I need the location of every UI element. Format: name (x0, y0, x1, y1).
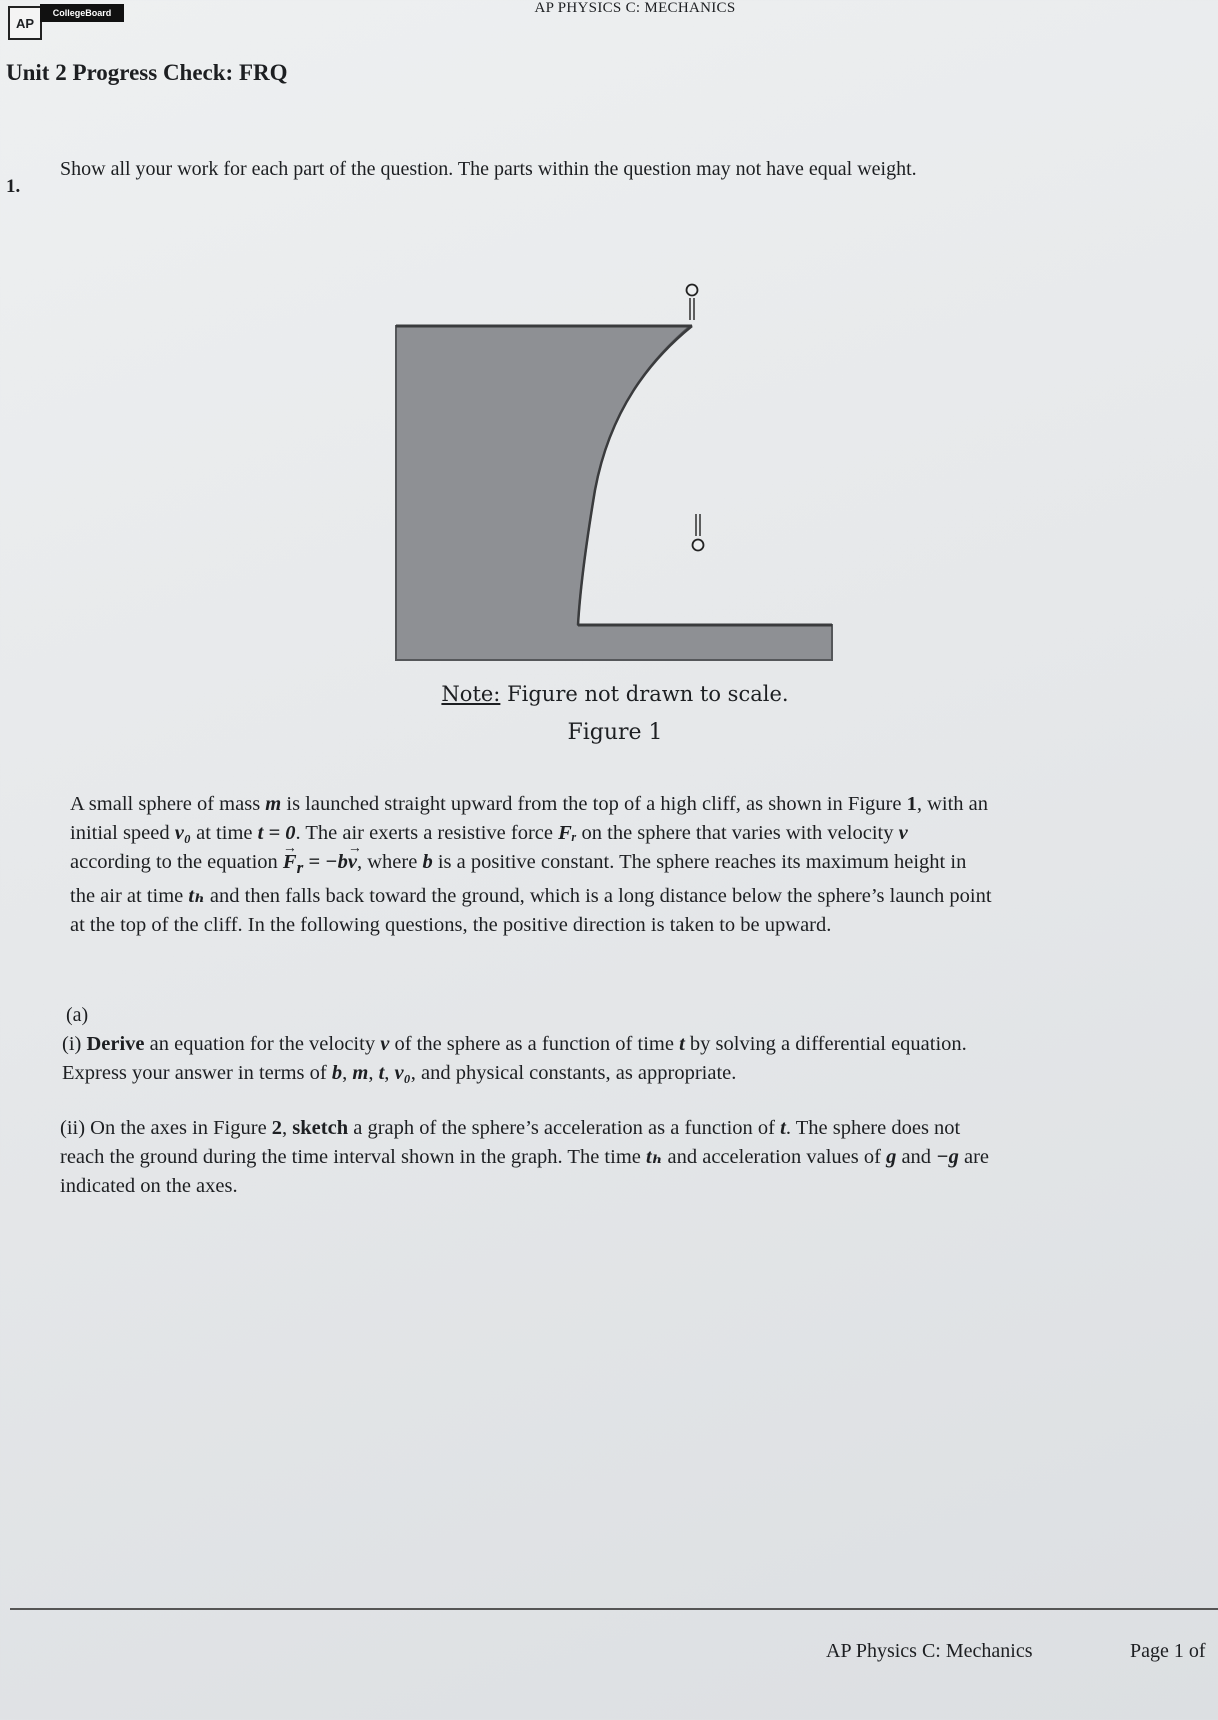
sphere-up-icon (687, 285, 698, 321)
figure-1-diagram (380, 270, 840, 670)
problem-statement: A small sphere of mass m is launched straight upward from the top of a high cliff, as shown in Figure 1, with an initial speed v₀ at time t = 0. The air exerts a resistive force Fᵣ on the sphere that varies with velocity v according to the equation → $F_r = -b\to v$, where b is a positive constant. The sphere reaches its maximum height in the air at time tₕ and then falls back toward the ground, which is a long distance below the sphere’s launch point at the top of the cliff. In the following questions, the positive direction is taken to be upward. (70, 790, 1190, 940)
unit-title: Unit 2 Progress Check: FRQ (6, 60, 288, 85)
question-instructions: Show all your work for each part of the question. The parts within the question may not have equal weight. (60, 158, 917, 180)
cliff-shape (396, 326, 832, 660)
footer-divider (10, 1608, 1218, 1610)
figure-1-caption: Figure 1 (567, 720, 663, 745)
question-number: 1. (6, 176, 21, 197)
part-a-label: (a) (66, 1004, 89, 1026)
part-a-i: (i) Derive an equation for the velocity v of the sphere as a function of time t by solving a differential equation. Express your answer in terms of b, m, t, v₀, and physical constants, as appropriate. (62, 1033, 967, 1084)
collegeboard-logo: CollegeBoard (40, 4, 124, 22)
part-a-ii: (ii) On the axes in Figure 2, sketch a graph of the sphere’s acceleration as a function of t. The sphere does not reach the ground during the time interval shown in the graph. The time tₕ and acceleration values of g and −g are indicated on the axes. (60, 1117, 990, 1197)
footer-course: AP Physics C: Mechanics (826, 1640, 1033, 1662)
ap-logo: AP (8, 6, 42, 40)
footer-page-number: Page 1 of (1130, 1640, 1206, 1662)
sphere-down-icon (693, 514, 704, 551)
page-header-title: AP PHYSICS C: MECHANICS (534, 0, 736, 16)
figure-1-note: Note: Figure not drawn to scale. (441, 682, 789, 706)
